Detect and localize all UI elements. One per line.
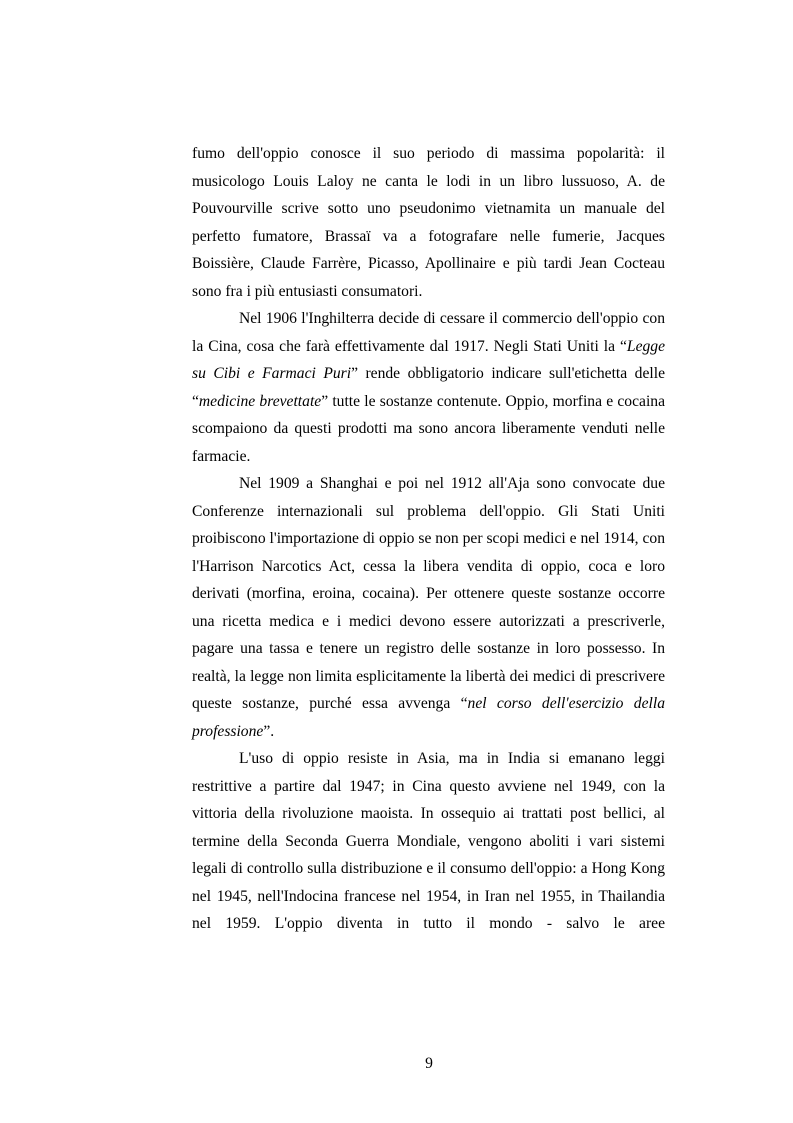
body-text: [192, 140, 665, 938]
text-run: ” tutte le sostanze contenute. Oppio, morfina e cocaina scompaiono da questi prodotti ma sono ancora liberamente venduti nelle farmacie.: [192, 392, 665, 465]
text-run: ”.: [263, 722, 275, 740]
page-number: 9: [425, 1055, 433, 1072]
paragraph-4: [192, 745, 665, 938]
text-run: ” rende obbligatorio indicare sull'etichetta delle “: [192, 365, 665, 410]
italic-text: Legge su Cibi e Farmaci Puri: [192, 337, 665, 382]
italic-text: medicine brevettate: [198, 392, 322, 410]
text-run: Nel 1906 l'Inghilterra decide di cessare il commercio dell'oppio con la Cina, cosa che farà effettivamente dal 1917. Negli Stati Uniti la “: [192, 310, 665, 355]
paragraph-3: [192, 470, 665, 745]
italic-text: nel corso dell'esercizio della professione: [192, 695, 665, 740]
paragraph-2: [192, 305, 665, 470]
paragraph-1: [192, 140, 665, 305]
text-run: Nel 1909 a Shanghai e poi nel 1912 all'Aja sono convocate due Conferenze internazionali sul problema dell'oppio. Gli Stati Uniti proibiscono l'importazione di oppio se non per scopi medici e nel 1914, con l'Harrison Narcotics Act, cessa la libera vendita di oppio, coca e loro derivati (morfina, eroina, cocaina). Per ottenere queste sostanze occorre una ricetta medica e i medici devono essere autorizzati a prescriverle, pagare una tassa e tenere un registro delle sostanze in loro possesso. In realtà, la legge non limita esplicitamente la libertà dei medici di prescrivere queste sostanze, purché essa avvenga “: [192, 475, 665, 712]
text-run: fumo dell'oppio conosce il suo periodo di massima popolarità: il musicologo Louis Laloy ne canta le lodi in un libro lussuoso, A. de Pouvourville scrive sotto uno pseudonimo vietnamita un manuale del perfetto fumatore, Brassaï va a fotografare nelle fumerie, Jacques Boissière, Claude Farrère, Picasso, Apollinaire e più tardi Jean Cocteau sono fra i più entusiasti consumatori.: [192, 145, 665, 300]
text-run: L'uso di oppio resiste in Asia, ma in India si emanano leggi restrittive a partire dal 1947; in Cina questo avviene nel 1949, con la vittoria della rivoluzione maoista. In ossequio ai trattati post bellici, al termine della Seconda Guerra Mondiale, vengono aboliti i vari sistemi legali di controllo sulla distribuzione e il consumo dell'oppio: a Hong Kong nel 1945, nell'Indocina francese nel 1954, in Iran nel 1955, in Thailandia nel 1959. L'oppio diventa in tutto il mondo - salvo le aree: [192, 750, 665, 932]
